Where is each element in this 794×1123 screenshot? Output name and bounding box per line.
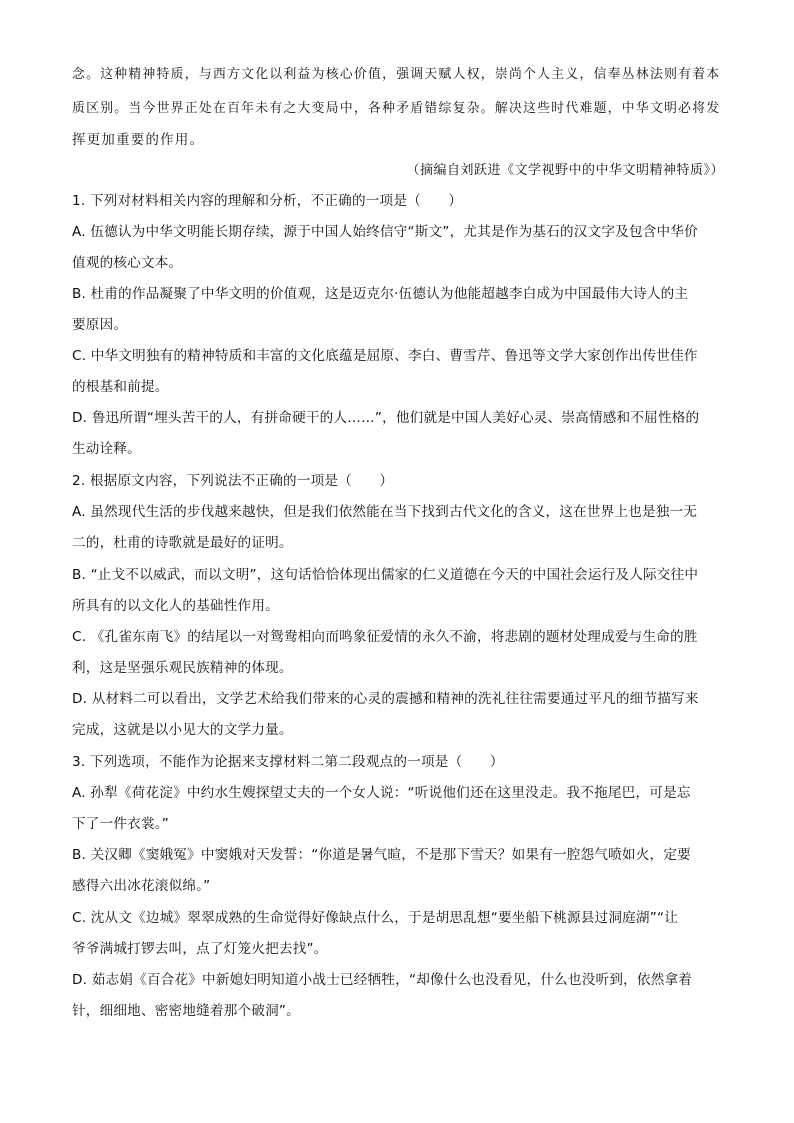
question-3-option-b: B. 关汉卿《窦娥冤》中窦娥对天发誓：“你道是暑气暄，不是那下雪天？如果有一腔怨气喷如火，定要 — [72, 847, 691, 863]
question-2-option-a: A. 虽然现代生活的步伐越来越快，但是我们依然能在当下找到古代文化的含义，这在世界上也是独一无 — [72, 504, 698, 520]
question-2-option-b-cont: 所具有的以文化人的基础性作用。 — [72, 598, 279, 614]
question-3-option-d: D. 茹志娟《百合花》中新媳妇明知道小战士已经牺牲，“却像什么也没看见，什么也没听到，依然拿着 — [72, 972, 693, 988]
question-1-option-b-cont: 要原因。 — [72, 317, 128, 333]
question-3-stem: 3. 下列选项，不能作为论据来支撑材料二第二段观点的一项是（ ） — [72, 754, 504, 770]
question-3-option-d-cont: 针，细细地、密密地缝着那个破洞”。 — [72, 1003, 300, 1019]
question-3-option-c: C. 沈从文《边城》翠翠成熟的生命觉得好像缺点什么，于是胡思乱想“要坐船下桃源县过洞庭湖”“让 — [72, 910, 679, 926]
question-2-stem: 2. 根据原文内容，下列说法不正确的一项是（ ） — [72, 473, 394, 489]
question-3-option-a: A. 孙犁《荷花淀》中约水生嫂探望丈夫的一个女人说：“听说他们还在这里没走。我不拖尾巴，可是忘 — [72, 785, 691, 801]
passage-line-3: 挥更加重要的作用。 — [72, 133, 205, 148]
passage-citation: （摘编自刘跃进《文学视野中的中华文明精神特质》） — [406, 163, 724, 178]
question-1-option-c-cont: 的根基和前提。 — [72, 379, 169, 395]
question-1-option-b: B. 杜甫的作品凝聚了中华文明的价值观，这是迈克尔·伍德认为他能超越李白成为中国最伟大诗人的主 — [72, 286, 689, 302]
passage-line-2: 质区别。当今世界正处在百年未有之大变局中，各种矛盾错综复杂。解决这些时代难题，中华文明必将发 — [72, 101, 721, 116]
question-2-option-d: D. 从材料二可以看出，文学艺术给我们带来的心灵的震撼和精神的洗礼往往需要通过平凡的细节描写来 — [72, 691, 699, 707]
question-1-option-d: D. 鲁迅所谓“埋头苦干的人，有拼命硬干的人……”，他们就是中国人美好心灵、崇高情感和不屈性格的 — [72, 410, 700, 426]
question-1-option-a-cont: 值观的核心文本。 — [72, 255, 183, 271]
question-2-option-c-cont: 利，这是坚强乐观民族精神的体现。 — [72, 660, 293, 676]
question-2-option-a-cont: 二的，杜甫的诗歌就是最好的证明。 — [72, 535, 293, 551]
question-3-option-a-cont: 下了一件衣裳。” — [72, 816, 169, 832]
question-2-option-d-cont: 完成，这就是以小见大的文学力量。 — [72, 722, 293, 738]
question-2-option-c: C. 《孔雀东南飞》的结尾以一对鸳鸯相向而鸣象征爱情的永久不渝，将悲剧的题材处理成爱与生命的胜 — [72, 629, 698, 645]
question-2-option-b: B. “止戈不以威武，而以文明”，这句话恰恰体现出儒家的仁义道德在今天的中国社会运行及人际交往中 — [72, 567, 699, 583]
question-1-option-c: C. 中华文明独有的精神特质和丰富的文化底蕴是屈原、李白、曹雪芹、鲁迅等文学大家创作出传世佳作 — [72, 348, 698, 364]
question-3-option-b-cont: 感得六出冰花滚似绵。” — [72, 878, 211, 894]
question-1-option-d-cont: 生动诠释。 — [72, 441, 141, 457]
question-3-option-c-cont: 爷爷满城打锣去叫，点了灯笼火把去找”。 — [72, 941, 328, 957]
passage-line-1: 念。这种精神特质，与西方文化以利益为核心价值，强调天赋人权，崇尚个人主义，信奉丛林法则有着本 — [72, 67, 721, 82]
question-1-stem: 1. 下列对材料相关内容的理解和分析，不正确的一项是（ ） — [72, 193, 463, 209]
question-1-option-a: A. 伍德认为中华文明能长期存续，源于中国人始终信守“斯文”，尤其是作为基石的汉文字及包含中华价 — [72, 224, 698, 240]
